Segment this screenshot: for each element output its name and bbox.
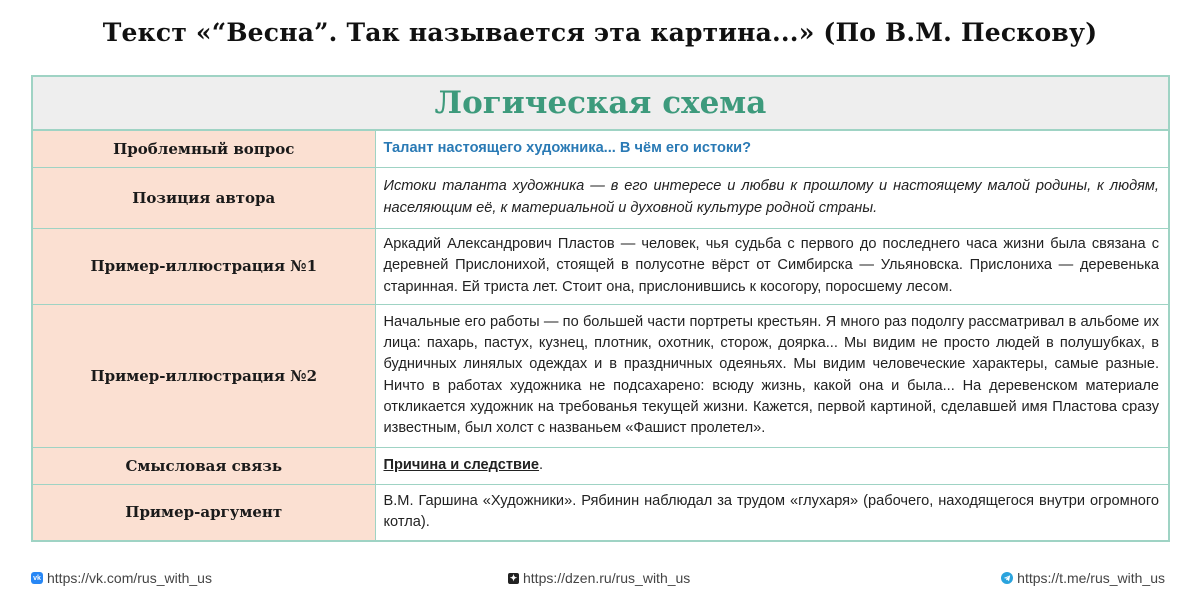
- vk-link-text[interactable]: https://vk.com/rus_with_us: [47, 570, 212, 586]
- scheme-header: [33, 77, 1168, 131]
- vk-icon: vk: [31, 572, 43, 584]
- table-row: [33, 447, 1168, 484]
- telegram-icon: [1001, 572, 1013, 584]
- logic-scheme-table: [31, 75, 1170, 542]
- row-value-semantic-link: [375, 447, 1168, 484]
- scheme-rows: [33, 131, 1168, 540]
- row-label-semantic-link: Смысловая связь: [33, 447, 375, 484]
- table-row: [33, 131, 1168, 167]
- page-title: Текст «“Весна”. Так называется эта картина...» (По В.М. Пескову): [102, 18, 1098, 47]
- row-label-example-1: Пример-иллюстрация №1: [33, 228, 375, 304]
- row-label-example-2: Пример-иллюстрация №2: [33, 304, 375, 447]
- telegram-link-text[interactable]: https://t.me/rus_with_us: [1017, 570, 1165, 586]
- table-row: [33, 484, 1168, 540]
- dzen-link-text[interactable]: https://dzen.ru/rus_with_us: [523, 570, 691, 586]
- row-value-example-1: Аркадий Александрович Пластов — человек, чья судьба с первого до последнего часа жизни была связана с деревней Прислонихой, стоящей в полусотне вёрст от Симбирска — Ульяновска. Прислониха — деревенька старинная. Ей триста лет. Стоит она, прислонившись к косогору, поросшему лесом.: [375, 228, 1168, 304]
- row-label-argument: Пример-аргумент: [33, 484, 375, 540]
- table-row: [33, 167, 1168, 228]
- footer-telegram-link[interactable]: [1001, 570, 1165, 586]
- row-value-argument: В.М. Гаршина «Художники». Рябинин наблюдал за трудом «глухаря» (рабочего, находящегося внутри огромного котла).: [375, 484, 1168, 540]
- table-row: [33, 304, 1168, 447]
- scheme-title: Логическая схема: [434, 85, 767, 121]
- semantic-link-period: .: [539, 456, 544, 473]
- row-label-problem-question: Проблемный вопрос: [33, 131, 375, 167]
- problem-question-text: Талант настоящего художника... В чём его истоки?: [383, 140, 752, 157]
- footer-dzen-link[interactable]: [508, 570, 690, 586]
- dzen-icon: ✦: [509, 572, 518, 583]
- table-row: [33, 228, 1168, 304]
- row-value-author-position: [375, 167, 1168, 228]
- footer-vk-link[interactable]: [31, 570, 212, 586]
- row-value-problem-question: [375, 131, 1168, 167]
- row-label-author-position: Позиция автора: [33, 167, 375, 228]
- row-value-example-2: Начальные его работы — по большей части портреты крестьян. Я много раз подолгу рассматривал в альбоме их лица: пахарь, пастух, кузнец, плотник, охотник, сторож, доярка... Мы видим не просто людей в полушубках, в будничных линялых одеждах и в праздничных одеяньях. Мы видим человеческие характеры, самые разные. Ничто в работах художника не подсахарено: всюду жизнь, какой она и была... На деревенском материале откликается художник на требованья текущей жизни. Кажется, первой картиной, сделавшей имя Пластова сразу известным, был холст с названьем «Фашист пролетел».: [375, 304, 1168, 447]
- semantic-link-text: Причина и следствие: [383, 456, 540, 473]
- author-position-text: Истоки таланта художника — в его интересе и любви к прошлому и настоящему малой родины, к людям, населяющим её, к материальной и духовной культуре родной страны.: [383, 178, 1159, 216]
